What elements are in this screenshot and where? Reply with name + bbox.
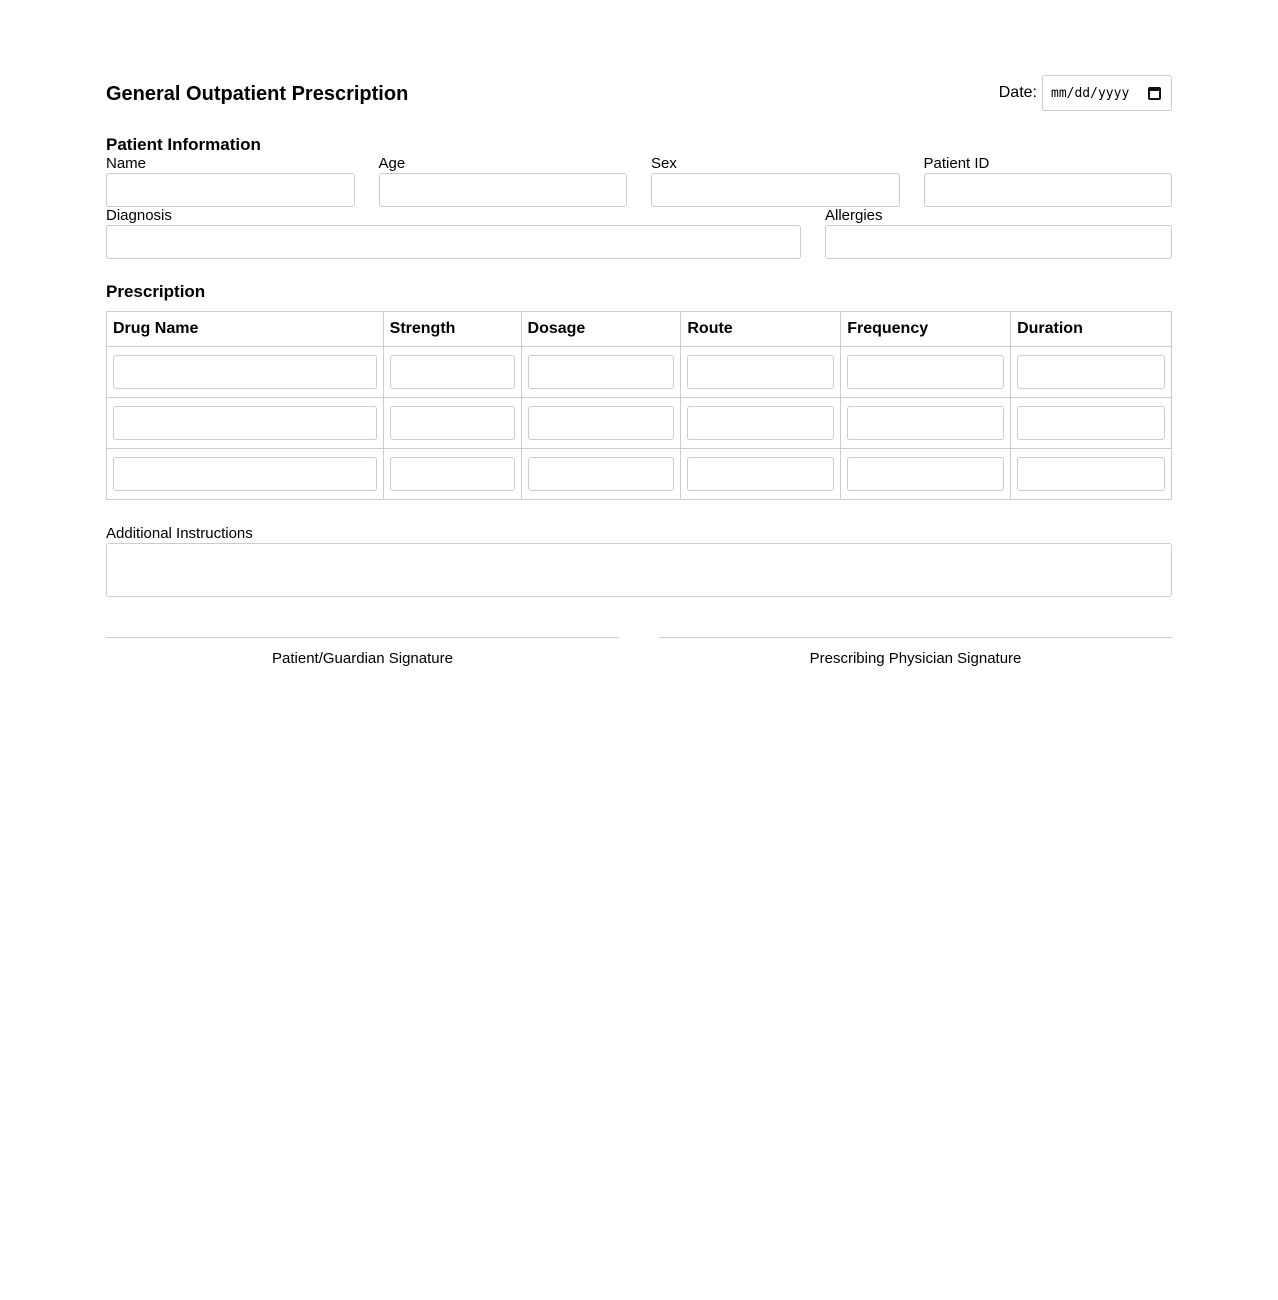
patient-row-2 bbox=[106, 207, 1172, 259]
age-input[interactable] bbox=[379, 173, 628, 207]
col-dosage: Dosage bbox=[521, 312, 681, 347]
cell bbox=[521, 398, 681, 449]
drug-name-input[interactable] bbox=[113, 355, 377, 389]
table-row bbox=[107, 398, 1172, 449]
patient-info-heading: Patient Information bbox=[106, 135, 261, 154]
cell bbox=[521, 449, 681, 500]
strength-input[interactable] bbox=[390, 406, 515, 440]
physician-signature-label: Prescribing Physician Signature bbox=[809, 650, 1022, 667]
patient-signature-line bbox=[106, 637, 619, 638]
diagnosis-group bbox=[106, 207, 801, 259]
instructions-group bbox=[106, 524, 1172, 597]
dosage-input[interactable] bbox=[528, 457, 675, 491]
date-input[interactable] bbox=[1042, 75, 1172, 111]
table-row bbox=[107, 347, 1172, 398]
cell bbox=[1011, 398, 1172, 449]
name-group bbox=[106, 155, 355, 207]
duration-input[interactable] bbox=[1017, 406, 1165, 440]
cell bbox=[681, 449, 841, 500]
cell bbox=[1011, 347, 1172, 398]
patient-signature-label: Patient/Guardian Signature bbox=[272, 650, 453, 667]
form-header bbox=[106, 60, 1172, 126]
cell bbox=[841, 449, 1011, 500]
col-frequency: Frequency bbox=[841, 312, 1011, 347]
route-input[interactable] bbox=[687, 457, 834, 491]
diagnosis-input[interactable] bbox=[106, 225, 801, 259]
cell bbox=[383, 347, 521, 398]
col-route: Route bbox=[681, 312, 841, 347]
drug-name-input[interactable] bbox=[113, 457, 377, 491]
col-strength: Strength bbox=[383, 312, 521, 347]
patient-id-input[interactable] bbox=[924, 173, 1173, 207]
physician-signature-block bbox=[659, 637, 1172, 667]
signatures bbox=[106, 637, 1172, 667]
patient-row-1 bbox=[106, 155, 1172, 207]
route-input[interactable] bbox=[687, 406, 834, 440]
allergies-input[interactable] bbox=[825, 225, 1172, 259]
prescription-form bbox=[106, 60, 1172, 667]
cell bbox=[383, 449, 521, 500]
col-duration: Duration bbox=[1011, 312, 1172, 347]
prescription-table bbox=[106, 311, 1172, 500]
dosage-input[interactable] bbox=[528, 355, 675, 389]
calendar-icon[interactable] bbox=[1148, 87, 1161, 100]
sex-label: Sex bbox=[651, 155, 677, 172]
cell bbox=[681, 398, 841, 449]
age-group bbox=[379, 155, 628, 207]
name-input[interactable] bbox=[106, 173, 355, 207]
patient-id-group bbox=[924, 155, 1173, 207]
cell bbox=[681, 347, 841, 398]
drug-name-input[interactable] bbox=[113, 406, 377, 440]
strength-input[interactable] bbox=[390, 355, 515, 389]
allergies-label: Allergies bbox=[825, 207, 883, 224]
diagnosis-label: Diagnosis bbox=[106, 207, 172, 224]
route-input[interactable] bbox=[687, 355, 834, 389]
date-placeholder: mm/dd/yyyy bbox=[1051, 85, 1130, 101]
frequency-input[interactable] bbox=[847, 355, 1004, 389]
col-drug-name: Drug Name bbox=[107, 312, 384, 347]
prescription-heading: Prescription bbox=[106, 282, 206, 301]
patient-signature-block bbox=[106, 637, 619, 667]
cell bbox=[107, 347, 384, 398]
cell bbox=[1011, 449, 1172, 500]
strength-input[interactable] bbox=[390, 457, 515, 491]
table-header-row bbox=[107, 312, 1172, 347]
sex-input[interactable] bbox=[651, 173, 900, 207]
duration-input[interactable] bbox=[1017, 457, 1165, 491]
age-label: Age bbox=[378, 155, 406, 172]
name-label: Name bbox=[106, 155, 147, 172]
cell bbox=[107, 398, 384, 449]
patient-id-label: Patient ID bbox=[923, 155, 990, 172]
instructions-textarea[interactable] bbox=[106, 543, 1172, 597]
allergies-group bbox=[825, 207, 1172, 259]
sex-group bbox=[651, 155, 900, 207]
cell bbox=[521, 347, 681, 398]
cell bbox=[841, 398, 1011, 449]
instructions-label: Additional Instructions bbox=[106, 525, 253, 542]
frequency-input[interactable] bbox=[847, 457, 1004, 491]
table-row bbox=[107, 449, 1172, 500]
cell bbox=[841, 347, 1011, 398]
cell bbox=[383, 398, 521, 449]
frequency-input[interactable] bbox=[847, 406, 1004, 440]
cell bbox=[107, 449, 384, 500]
dosage-input[interactable] bbox=[528, 406, 675, 440]
physician-signature-line bbox=[659, 637, 1172, 638]
page-title: General Outpatient Prescription bbox=[106, 83, 409, 105]
date-label: Date: bbox=[998, 84, 1037, 101]
date-group bbox=[999, 75, 1172, 111]
duration-input[interactable] bbox=[1017, 355, 1165, 389]
